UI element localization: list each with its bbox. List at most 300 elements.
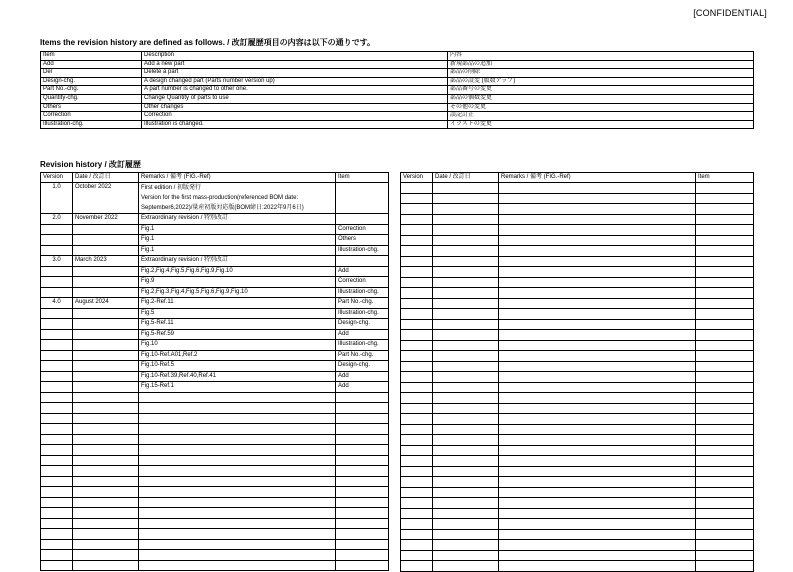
table-row [41, 329, 389, 340]
version-cell [41, 560, 73, 571]
date-cell [433, 340, 499, 351]
remarks-cell: Fig.2,Fig.3,Fig.4,Fig.5,Fig.6,Fig.9,Fig.10 [139, 287, 336, 298]
date-cell [73, 413, 139, 424]
version-cell [401, 319, 433, 330]
remarks-cell [499, 550, 696, 561]
item-cell [696, 466, 754, 477]
item-cell [696, 214, 754, 225]
table-row [401, 550, 754, 561]
history-left-header-row [41, 173, 389, 183]
item-cell [696, 225, 754, 236]
date-cell [433, 550, 499, 561]
date-cell [433, 529, 499, 540]
table-row [401, 540, 754, 551]
hist-left-col-remarks: Remarks / 備考 (FIG.-Ref) [139, 173, 336, 183]
version-cell [401, 466, 433, 477]
table-row [401, 225, 754, 236]
def-item-cell: Del [41, 69, 142, 78]
remarks-cell: Fig.5-Ref.59 [139, 329, 336, 340]
table-row [401, 372, 754, 383]
remarks-cell [139, 434, 336, 445]
date-cell [433, 393, 499, 404]
remarks-cell [499, 351, 696, 362]
def-description-cell: Illustration is changed. [142, 120, 448, 129]
item-cell [696, 288, 754, 299]
date-cell [433, 487, 499, 498]
remarks-cell: Fig.10-Ref.A01,Ref.2 [139, 350, 336, 361]
date-cell [433, 519, 499, 530]
date-cell [433, 214, 499, 225]
version-cell [401, 477, 433, 488]
version-cell [401, 414, 433, 425]
version-cell [401, 529, 433, 540]
item-cell [696, 519, 754, 530]
item-cell [336, 529, 389, 540]
version-cell [41, 413, 73, 424]
date-cell [433, 498, 499, 509]
remarks-cell [139, 539, 336, 550]
date-cell [73, 361, 139, 372]
def-description-cell: Correction [142, 112, 448, 121]
item-cell: Add [336, 329, 389, 340]
hist-left-col-date: Date / 改訂日 [73, 173, 139, 183]
version-cell [41, 371, 73, 382]
item-cell [336, 434, 389, 445]
version-cell [41, 466, 73, 477]
version-cell [401, 235, 433, 246]
remarks-cell [499, 298, 696, 309]
item-cell [696, 256, 754, 267]
remarks-cell [499, 456, 696, 467]
table-row [41, 94, 754, 103]
table-row [401, 561, 754, 572]
version-cell [401, 288, 433, 299]
table-row [401, 319, 754, 330]
remarks-cell [139, 424, 336, 435]
version-cell [41, 550, 73, 561]
version-cell: 2.0 [41, 214, 73, 225]
item-cell [336, 214, 389, 225]
item-cell [336, 508, 389, 519]
date-cell [433, 561, 499, 572]
item-cell: Design-chg. [336, 361, 389, 372]
item-cell: Correction [336, 224, 389, 235]
date-cell [433, 361, 499, 372]
table-row [41, 550, 389, 561]
table-row [41, 340, 389, 351]
def-japanese-cell: 新規部品の追加 [448, 60, 754, 69]
item-cell: Part No.-chg. [336, 298, 389, 309]
table-row [401, 382, 754, 393]
table-row [41, 60, 754, 69]
table-row [41, 308, 389, 319]
version-cell [401, 193, 433, 204]
table-row [41, 214, 389, 225]
remarks-cell [499, 424, 696, 435]
remarks-cell [499, 235, 696, 246]
item-cell [696, 298, 754, 309]
remarks-cell [499, 267, 696, 278]
version-cell [41, 518, 73, 529]
item-cell [336, 413, 389, 424]
table-row [41, 112, 754, 121]
table-row [41, 77, 754, 86]
item-cell [336, 455, 389, 466]
version-cell [401, 435, 433, 446]
remarks-cell [499, 319, 696, 330]
table-row [41, 120, 754, 129]
item-cell [696, 372, 754, 383]
table-row [41, 497, 389, 508]
version-cell [41, 445, 73, 456]
table-row [41, 298, 389, 309]
date-cell [73, 392, 139, 403]
table-row [41, 235, 389, 246]
table-row [401, 298, 754, 309]
item-cell [696, 246, 754, 257]
remarks-cell [499, 372, 696, 383]
date-cell [73, 445, 139, 456]
date-cell [73, 455, 139, 466]
table-row [41, 560, 389, 571]
item-cell [336, 497, 389, 508]
item-cell [696, 204, 754, 215]
item-cell: Illustration-chg. [336, 287, 389, 298]
remarks-cell [499, 225, 696, 236]
hist-right-col-date: Date / 改訂日 [433, 173, 499, 183]
hist-right-col-item: Item [696, 173, 754, 183]
item-cell: Add [336, 266, 389, 277]
version-cell [41, 277, 73, 288]
date-cell: August 2024 [73, 298, 139, 309]
item-cell [696, 445, 754, 456]
table-row [401, 183, 754, 194]
item-cell [696, 477, 754, 488]
remarks-cell [499, 183, 696, 194]
date-cell [73, 487, 139, 498]
version-cell [41, 319, 73, 330]
remarks-cell: Fig.2-Ref.11 [139, 298, 336, 309]
table-row [41, 266, 389, 277]
date-cell [73, 350, 139, 361]
remarks-cell: Fig.1 [139, 245, 336, 256]
remarks-cell [139, 455, 336, 466]
item-cell [696, 487, 754, 498]
item-cell [696, 456, 754, 467]
date-cell [73, 476, 139, 487]
version-cell [401, 456, 433, 467]
item-cell: Illustration-chg. [336, 245, 389, 256]
version-cell [401, 298, 433, 309]
date-cell [433, 225, 499, 236]
date-cell [433, 330, 499, 341]
item-cell [696, 540, 754, 551]
date-cell [73, 277, 139, 288]
remarks-cell [499, 330, 696, 341]
date-cell [433, 235, 499, 246]
hist-right-col-remarks: Remarks / 備考 (FIG.-Ref) [499, 173, 696, 183]
date-cell [433, 298, 499, 309]
version-cell [41, 455, 73, 466]
version-cell [41, 508, 73, 519]
table-row [41, 455, 389, 466]
date-cell [433, 424, 499, 435]
remarks-cell: Fig.5 [139, 308, 336, 319]
table-row [41, 508, 389, 519]
def-description-cell: Add a new part [142, 60, 448, 69]
date-cell [73, 287, 139, 298]
table-row [41, 476, 389, 487]
def-japanese-cell: 誤記訂正 [448, 112, 754, 121]
item-cell [696, 393, 754, 404]
date-cell [73, 319, 139, 330]
version-cell [41, 529, 73, 540]
date-cell [433, 319, 499, 330]
remarks-cell: Fig.9 [139, 277, 336, 288]
date-cell: November 2022 [73, 214, 139, 225]
version-cell [401, 519, 433, 530]
remarks-cell [499, 498, 696, 509]
def-japanese-cell: 部品の個数変更 [448, 94, 754, 103]
item-cell [696, 382, 754, 393]
table-row [401, 340, 754, 351]
def-item-cell: Quantity-chg. [41, 94, 142, 103]
version-cell [401, 361, 433, 372]
table-row [41, 224, 389, 235]
table-row [401, 277, 754, 288]
date-cell: October 2022 [73, 183, 139, 214]
date-cell [433, 288, 499, 299]
remarks-cell [499, 256, 696, 267]
item-cell [696, 550, 754, 561]
def-japanese-cell: その他の変更 [448, 103, 754, 112]
version-cell [41, 266, 73, 277]
date-cell [73, 329, 139, 340]
table-row [41, 287, 389, 298]
table-row [401, 519, 754, 530]
history-right-header-row [401, 173, 754, 183]
def-col-japanese: 内容 [448, 52, 754, 61]
remarks-cell [499, 561, 696, 572]
item-cell [696, 498, 754, 509]
item-cell [696, 183, 754, 194]
def-description-cell: Change Quantity of parts to use [142, 94, 448, 103]
def-item-cell: Add [41, 60, 142, 69]
version-cell [401, 277, 433, 288]
remarks-cell [139, 413, 336, 424]
remarks-cell: Fig.10-Ref.5 [139, 361, 336, 372]
item-cell [336, 487, 389, 498]
remarks-cell [499, 309, 696, 320]
table-row [401, 393, 754, 404]
table-row [401, 529, 754, 540]
history-title: Revision history / 改訂履歴 [40, 160, 141, 169]
remarks-cell: Extraordinary revision / 特別改訂 [139, 256, 336, 267]
version-cell [401, 246, 433, 257]
table-row [41, 371, 389, 382]
item-cell [336, 445, 389, 456]
remarks-cell [139, 392, 336, 403]
remarks-cell: Fig.2,Fig.4,Fig.5,Fig.6,Fig.9,Fig.10 [139, 266, 336, 277]
table-row [401, 414, 754, 425]
date-cell [433, 183, 499, 194]
item-cell [336, 392, 389, 403]
version-cell [401, 330, 433, 341]
item-cell [696, 424, 754, 435]
date-cell [433, 277, 499, 288]
version-cell: 1.0 [41, 183, 73, 214]
version-cell [41, 497, 73, 508]
date-cell [433, 466, 499, 477]
def-description-cell: Other changes [142, 103, 448, 112]
table-row [401, 246, 754, 257]
date-cell [73, 224, 139, 235]
remarks-cell [139, 497, 336, 508]
remarks-cell [499, 435, 696, 446]
date-cell [433, 508, 499, 519]
remarks-cell [139, 560, 336, 571]
remarks-cell: Fig.1 [139, 235, 336, 246]
table-row [41, 518, 389, 529]
remarks-line: September6,2022)/量産初版対応版(BOM締日:2022年9月6日) [141, 205, 304, 211]
version-cell [401, 445, 433, 456]
version-cell [401, 214, 433, 225]
item-cell [336, 518, 389, 529]
remarks-cell [139, 445, 336, 456]
item-cell [336, 403, 389, 414]
item-cell [696, 508, 754, 519]
date-cell [433, 246, 499, 257]
table-row [41, 69, 754, 78]
item-cell [336, 424, 389, 435]
version-cell [401, 340, 433, 351]
table-row [41, 487, 389, 498]
table-row [401, 288, 754, 299]
table-row [401, 361, 754, 372]
item-cell [696, 330, 754, 341]
table-row [401, 256, 754, 267]
item-cell [696, 414, 754, 425]
item-cell [696, 235, 754, 246]
def-item-cell: Illustration-chg. [41, 120, 142, 129]
date-cell [73, 382, 139, 393]
item-cell: Others [336, 235, 389, 246]
table-row [41, 424, 389, 435]
item-cell [696, 351, 754, 362]
remarks-cell [499, 445, 696, 456]
item-cell: Illustration-chg. [336, 308, 389, 319]
table-row [401, 193, 754, 204]
remarks-cell [139, 487, 336, 498]
remarks-cell [499, 540, 696, 551]
date-cell [73, 508, 139, 519]
remarks-line: First edition / 初版発行 [141, 185, 202, 191]
item-cell [336, 183, 389, 214]
item-cell [336, 466, 389, 477]
hist-left-col-version: Version [41, 173, 73, 183]
table-row [41, 445, 389, 456]
date-cell [433, 540, 499, 551]
item-cell: Part No.-chg. [336, 350, 389, 361]
remarks-cell [499, 288, 696, 299]
def-col-description: Description [142, 52, 448, 61]
table-row [401, 214, 754, 225]
remarks-line: Version for the first mass-production(referenced BOM date: [141, 195, 299, 201]
remarks-cell: Fig.1 [139, 224, 336, 235]
date-cell [433, 351, 499, 362]
remarks-cell: Fig.5-Ref.11 [139, 319, 336, 330]
version-cell [401, 498, 433, 509]
def-description-cell: A design changed part (Parts number version up) [142, 77, 448, 86]
table-row [401, 204, 754, 215]
item-cell [696, 403, 754, 414]
hist-right-col-version: Version [401, 173, 433, 183]
item-cell [696, 561, 754, 572]
item-cell [696, 529, 754, 540]
def-description-cell: Delete a part [142, 69, 448, 78]
table-row [41, 413, 389, 424]
remarks-cell [499, 277, 696, 288]
date-cell [73, 434, 139, 445]
version-cell [401, 204, 433, 215]
table-row [41, 392, 389, 403]
remarks-cell [499, 193, 696, 204]
history-table-left [40, 172, 389, 571]
version-cell [41, 308, 73, 319]
item-cell [336, 256, 389, 267]
item-cell [696, 319, 754, 330]
date-cell [73, 245, 139, 256]
remarks-cell: Fig.10-Ref.39,Ref.40,Ref.41 [139, 371, 336, 382]
def-col-item: Item [41, 52, 142, 61]
definitions-table [40, 51, 754, 129]
date-cell [433, 403, 499, 414]
table-row [401, 445, 754, 456]
remarks-cell [499, 393, 696, 404]
table-row [41, 350, 389, 361]
date-cell [433, 414, 499, 425]
version-cell [401, 267, 433, 278]
remarks-cell [139, 518, 336, 529]
version-cell [401, 382, 433, 393]
table-row [41, 277, 389, 288]
version-cell: 4.0 [41, 298, 73, 309]
item-cell [336, 539, 389, 550]
version-cell [41, 350, 73, 361]
item-cell: Design-chg. [336, 319, 389, 330]
def-japanese-cell: イラストの変更 [448, 120, 754, 129]
item-cell [696, 309, 754, 320]
table-row [401, 487, 754, 498]
item-cell: Add [336, 382, 389, 393]
item-cell [696, 267, 754, 278]
version-cell [401, 487, 433, 498]
item-cell [336, 550, 389, 561]
date-cell [73, 529, 139, 540]
date-cell [73, 560, 139, 571]
def-item-cell: Design-chg. [41, 77, 142, 86]
table-row [401, 456, 754, 467]
confidential-label: [CONFIDENTIAL] [693, 8, 767, 18]
date-cell [433, 382, 499, 393]
remarks-cell [139, 403, 336, 414]
item-cell: Illustration-chg. [336, 340, 389, 351]
table-row [401, 424, 754, 435]
version-cell [41, 235, 73, 246]
version-cell [401, 393, 433, 404]
remarks-cell [139, 476, 336, 487]
table-row [401, 435, 754, 446]
